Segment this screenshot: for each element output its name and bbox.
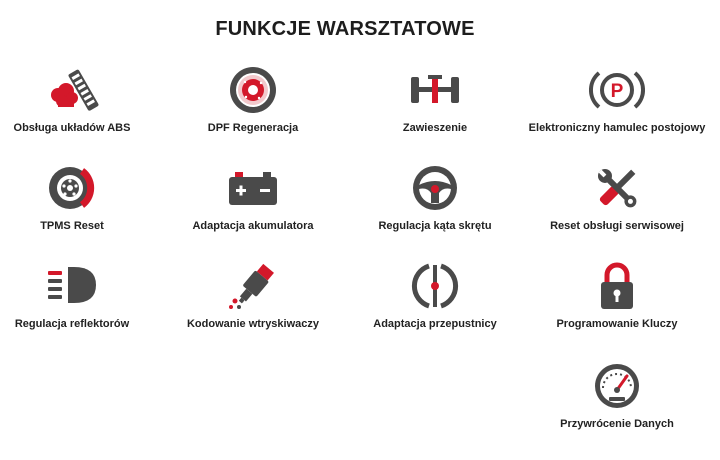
feature-injectors <box>163 260 343 330</box>
wrench-screwdriver-icon <box>587 162 647 214</box>
headlight-icon <box>42 260 102 312</box>
feature-label: Przywrócenie Danych <box>560 418 674 430</box>
feature-label: Programowanie Kluczy <box>556 318 678 330</box>
suspension-axle-icon <box>405 64 465 116</box>
parking-brake-icon <box>587 64 647 116</box>
battery-icon <box>223 162 283 214</box>
feature-label: Regulacja reflektorów <box>14 318 130 330</box>
svg-text:P: P <box>610 81 624 102</box>
feature-suspension <box>345 64 525 134</box>
feature-abs <box>0 64 162 134</box>
feature-label: Adaptacja przepustnicy <box>373 318 497 330</box>
speedometer-icon <box>587 360 647 412</box>
feature-battery <box>163 162 343 232</box>
tire-pressure-icon <box>42 162 102 214</box>
feature-throttle <box>345 260 525 330</box>
feature-headlights <box>0 260 162 330</box>
feature-parking-brake <box>527 64 707 134</box>
feature-label: Elektroniczny hamulec postojowy <box>528 122 706 134</box>
feature-label: TPMS Reset <box>40 220 104 232</box>
page-title: FUNKCJE WARSZTATOWE <box>215 18 475 40</box>
throttle-icon <box>405 260 465 312</box>
feature-steering <box>345 162 525 232</box>
feature-label: Zawieszenie <box>402 122 468 134</box>
padlock-icon <box>587 260 647 312</box>
feature-label: DPF Regeneracja <box>207 122 299 134</box>
feature-label: Regulacja kąta skrętu <box>378 220 492 232</box>
dpf-filter-icon <box>223 64 283 116</box>
feature-label: Adaptacja akumulatora <box>192 220 314 232</box>
feature-tpms <box>0 162 162 232</box>
steering-wheel-icon <box>405 162 465 214</box>
injector-icon <box>223 260 283 312</box>
feature-dpf <box>163 64 343 134</box>
abs-pedal-icon <box>42 64 102 116</box>
feature-key-programming <box>527 260 707 330</box>
feature-label: Obsługa układów ABS <box>13 122 131 134</box>
feature-label: Reset obsługi serwisowej <box>550 220 684 232</box>
feature-data-restore <box>527 360 707 430</box>
feature-label: Kodowanie wtryskiwaczy <box>186 318 320 330</box>
feature-service-reset <box>527 162 707 232</box>
